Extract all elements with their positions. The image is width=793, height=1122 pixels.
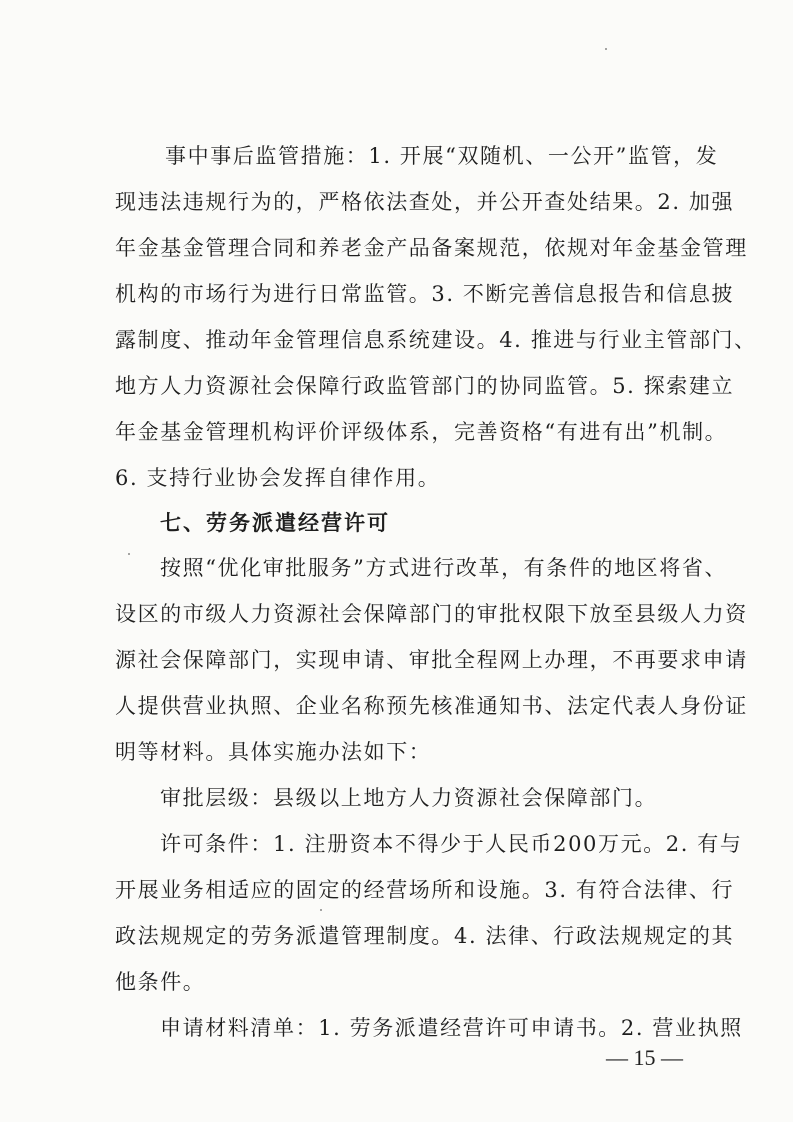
paragraph-line: 按照“优化审批服务”方式进行改革，有条件的地区将省、 [160,556,728,580]
page-number: — 15 — [606,1045,683,1070]
paragraph-line: 事中事后监管措施：1. 开展“双随机、一公开”监管，发 [165,144,719,168]
paragraph-line: 6. 支持行业协会发挥自律作用。 [115,466,441,490]
paragraph-line: 申请材料清单：1. 劳务派遣经营许可申请书。2. 营业执照 [160,1016,743,1040]
paragraph-line: 现违法违规行为的，严格依法查处，并公开查处结果。2. 加强 [115,190,735,214]
paragraph-line: 地方人力资源社会保障行政监管部门的协同监管。5. 探索建立 [115,374,735,398]
paragraph-line: 许可条件：1. 注册资本不得少于人民币200万元。2. 有与 [160,832,743,856]
paragraph-line: 政法规规定的劳务派遣管理制度。4. 法律、行政法规规定的其 [115,924,735,948]
paragraph-line: 审批层级：县级以上地方人力资源社会保障部门。 [160,786,658,810]
section-heading: 七、劳务派遣经营许可 [160,511,390,535]
scan-speck [320,909,322,911]
paragraph-line: 开展业务相适应的固定的经营场所和设施。3. 有符合法律、行 [115,878,735,902]
scan-speck [605,48,607,50]
scan-speck [128,553,130,555]
paragraph-line: 源社会保障部门，实现申请、审批全程网上办理，不再要求申请 [115,648,748,672]
paragraph-line: 他条件。 [115,970,206,994]
paragraph-line: 露制度、推动年金管理信息系统建设。4. 推进与行业主管部门、 [115,328,757,352]
paragraph-line: 人提供营业执照、企业名称预先核准通知书、法定代表人身份证 [115,694,748,718]
paragraph-line: 明等材料。具体实施办法如下： [115,740,432,764]
paragraph-line: 年金基金管理机构评价评级体系，完善资格“有进有出”机制。 [115,420,728,444]
paragraph-line: 年金基金管理合同和养老金产品备案规范，依规对年金基金管理 [115,236,748,260]
paragraph-line: 设区的市级人力资源社会保障部门的审批权限下放至县级人力资 [115,602,748,626]
paragraph-line: 机构的市场行为进行日常监管。3. 不断完善信息报告和信息披 [115,282,735,306]
